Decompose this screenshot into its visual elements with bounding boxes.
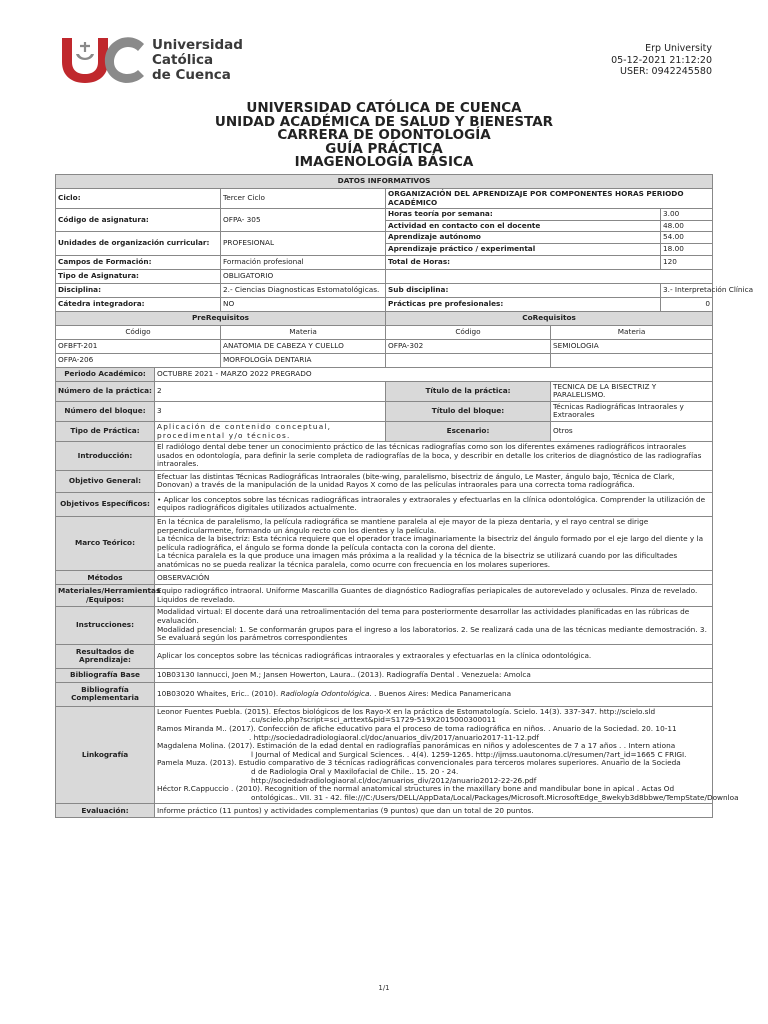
table-row <box>56 353 713 367</box>
label-materiales: Materiales/Herramientas /Equipos: <box>56 585 155 607</box>
label-practicas: Prácticas pre profesionales: <box>386 297 661 311</box>
label-unidades: Unidades de organización curricular: <box>56 232 221 255</box>
label-biblio: Bibliografía Base <box>56 668 155 682</box>
label-marco: Marco Teórico: <box>56 516 155 571</box>
pre-materia-header: Materia <box>221 325 386 339</box>
value-marco <box>155 516 713 571</box>
value-introduccion: El radiólogo dental debe tener un conocimiento práctico de las técnicas radiografías como son los diferentes exámenes radiográficos intraorales usados en odontología, para definir la serie completa de radiografías de la boca, y describir en detalle los criterios de diagnóstico de las radiografías intraorales. <box>155 442 713 471</box>
link-line: Leonor Fuentes Puebla. (2015). Efectos biológicos de los Rayo-X en la práctica de Estomatología. Scielo. 14(3). 337-347. http://scielo.sld <box>157 706 656 716</box>
value-numero-practica: 2 <box>155 381 386 401</box>
value-linkografia <box>155 706 739 804</box>
value-evaluacion: Informe práctico (11 puntos) y actividades complementarias (9 puntos) que dan un total de 20 puntos. <box>155 804 713 818</box>
label-instrucciones: Instrucciones: <box>56 607 155 644</box>
link-line[interactable]: . http://sociedadradiologiaoral.cl/doc/anuarios_div/2017/anuario2017-11-12.pdf <box>249 732 539 742</box>
label-titulo-practica: Título de la práctica: <box>386 381 551 401</box>
value-subdisciplina: 3.- Interpretación Clínica <box>661 283 713 297</box>
pre-codigo: OFPA-206 <box>56 353 221 367</box>
value-escenario: Otros <box>551 421 713 441</box>
label-tipo: Tipo de Asignatura: <box>56 269 221 283</box>
pre-materia: ANATOMIA DE CABEZA Y CUELLO <box>221 339 386 353</box>
prerequisitos-title: PreRequisitos <box>56 311 386 325</box>
horas-label: Aprendizaje práctico / experimental <box>386 243 661 255</box>
empty-cell <box>386 353 551 367</box>
marco-paragraph: La técnica de la bisectriz: Esta técnica requiere que el operador trace imaginariamente la bisectriz del ángulo formado por el eje largo del diente y la película radiográfica, el ángulo se forma donde la película contacta con la corona del diente. <box>157 534 704 552</box>
label-evaluacion: Evaluación: <box>56 804 155 818</box>
value-instrucciones <box>155 607 713 644</box>
value-codigo: OFPA- 305 <box>221 209 386 232</box>
label-ciclo: Ciclo: <box>56 189 221 209</box>
org-title: ORGANIZACIÓN DEL APRENDIZAJE POR COMPONENTES HORAS PERIODO ACADÉMICO <box>386 189 713 209</box>
label-periodo: Periodo Académico: <box>56 367 155 381</box>
horas-value: 3.00 <box>661 209 713 221</box>
label-numero-practica: Número de la práctica: <box>56 381 155 401</box>
book-title: Radiología Odontológica. <box>280 689 372 699</box>
horas-value: 54.00 <box>661 232 713 244</box>
label-introduccion: Introducción: <box>56 442 155 471</box>
value-tipo-practica: Aplicación de contenido conceptual, procedimental y/o técnicos. <box>155 421 386 441</box>
page-number: 1/1 <box>378 984 390 992</box>
marco-paragraph: La técnica paralela es la que produce una imagen más próxima a la realidad y la técnica de la bisectriz se utilizará cuando por las dificultades anatómicas no se pueda realizar la técnica paralela, como ocurre con frecuencia en los molares superiores. <box>157 551 678 569</box>
value-numero-bloque: 3 <box>155 401 386 421</box>
page-header <box>0 0 768 100</box>
section-datos: DATOS INFORMATIVOS <box>56 175 713 189</box>
system-name: Erp University <box>645 43 712 54</box>
instruccion-line: Modalidad presencial: 1. Se conformarán grupos para el ingreso a los laboratorios. 2. Se realizará cada una de las técnicas mediante demostración. 3. Se evaluará según los parámetros correspondientes <box>157 624 707 643</box>
print-datetime: 05-12-2021 21:12:20 <box>611 54 712 66</box>
label-codigo: Código de asignatura: <box>56 209 221 232</box>
value-ciclo: Tercer Ciclo <box>221 189 386 209</box>
value-titulo-practica: TECNICA DE LA BISECTRIZ Y PARALELISMO. <box>551 381 713 401</box>
link-line[interactable]: l Journal of Medical and Surgical Sciences. . 4(4). 1259-1265. http://ijmss.uautonoma.cl/resumen/?art_id=1665 C FRIGI. <box>251 749 687 759</box>
user-id: USER: 0942245580 <box>620 66 712 77</box>
label-especificos: Objetivos Específicos: <box>56 492 155 516</box>
pre-codigo-header: Código <box>56 325 221 339</box>
horas-label: Total de Horas: <box>386 255 661 269</box>
table-row <box>56 339 713 353</box>
instruccion-line: Modalidad virtual: El docente dará una retroalimentación del tema para posteriormente desarrollar las actividades planificadas en las rúbricas de evaluación. <box>157 607 690 626</box>
value-catedra: NO <box>221 297 386 311</box>
label-linkografia: Linkografía <box>56 706 155 804</box>
value-metodos: OBSERVACIÓN <box>155 571 713 585</box>
label-disciplina: Disciplina: <box>56 283 221 297</box>
marco-paragraph: En la técnica de paralelismo, la película radiográfica se mantiene paralela al eje mayor de la pieza dentaria, y el rayo central se dirige perpendicularmente, formando un ángulo recto con los dientes y la película. <box>157 516 649 535</box>
value-practicas: 0 <box>661 297 713 311</box>
label-tipo-practica: Tipo de Práctica: <box>56 421 155 441</box>
horas-label: Horas teoría por semana: <box>386 209 661 221</box>
title-guide: GUÍA PRÁCTICA <box>325 140 443 157</box>
link-line[interactable]: ontológicas.. VII. 31 - 42. file:///C:/Users/DELL/AppData/Local/Packages/Microsoft.MicrosoftEdge_8wekyb3d8bbwe/TempState/Downloa <box>251 792 739 802</box>
link-line[interactable]: d de Radiologia Oral y Maxilofacial de Chile.. 15. 20 - 24. http://sociedadradiologiaoral.cl/doc/anuarios_div/2012/anuario2012-22-26.pdf <box>251 767 537 785</box>
label-campos: Campos de Formación: <box>56 255 221 269</box>
value-biblio: 10B03130 Iannucci, Joen M.; Jansen Howerton, Laura.. (2013). Radiografía Dental . Venezuela: Amolca <box>155 668 713 682</box>
label-metodos: Métodos <box>56 571 155 585</box>
value-disciplina: 2.- Ciencias Diagnosticas Estomatológicas. <box>221 283 386 297</box>
horas-value: 120 <box>661 255 713 269</box>
practice-guide-table <box>55 174 754 818</box>
link-line: Héctor R.Cappuccio . (2010). Recognition of the normal anatomical structures in the maxillary bone and mandibular bone in apical . Actas Od <box>157 784 675 794</box>
label-titulo-bloque: Título del bloque: <box>386 401 551 421</box>
horas-value: 48.00 <box>661 220 713 232</box>
value-biblio-comp: 10B03020 Whaites, Eric.. (2010). Radiología Odontológica. . Buenos Aires: Medica Panamericana <box>155 682 713 706</box>
label-numero-bloque: Número del bloque: <box>56 401 155 421</box>
value-especificos: • Aplicar los conceptos sobre las técnicas radiográficas intraorales y extraorales y efectuarlas en la clínica odontológica. Comprender la utilización de equipos radiográficos digitales utilizados actualmente. <box>155 492 713 516</box>
value-materiales: Equipo radiográfico intraoral. Uniforme Mascarilla Guantes de diagnóstico Radiografías periapicales de autorevelado y oclusales. Pinza de revelado. Liquidos de revelado. <box>155 585 713 607</box>
title-career: CARRERA DE ODONTOLOGÍA <box>277 127 491 143</box>
pre-codigo: OFBFT-201 <box>56 339 221 353</box>
horas-label: Actividad en contacto con el docente <box>386 220 661 232</box>
value-resultados: Aplicar los conceptos sobre las técnicas radiográficas intraorales y extraorales y efectuarlas en la clínica odontológica. <box>155 644 713 668</box>
co-materia-header: Materia <box>551 325 713 339</box>
label-catedra: Cátedra integradora: <box>56 297 221 311</box>
empty-cell <box>386 269 713 283</box>
horas-value: 18.00 <box>661 243 713 255</box>
system-info <box>611 43 712 78</box>
empty-cell <box>551 353 713 367</box>
co-materia: SEMIOLOGIA <box>551 339 713 353</box>
value-campos: Formación profesional <box>221 255 386 269</box>
label-escenario: Escenario: <box>386 421 551 441</box>
value-unidades: PROFESIONAL <box>221 232 386 255</box>
label-resultados: Resultados de Aprendizaje: <box>56 644 155 668</box>
value-tipo: OBLIGATORIO <box>221 269 386 283</box>
link-line: Magdalena Molina. (2017). Estimación de la edad dental en radiografías panorámicas en niños y adolescentes de 7 a 17 años . . Intern ationa <box>157 741 676 751</box>
title-university: UNIVERSIDAD CATÓLICA DE CUENCA <box>246 100 522 116</box>
university-logo <box>58 36 146 84</box>
horas-label: Aprendizaje autónomo <box>386 232 661 244</box>
pre-materia: MORFOLOGÍA DENTARIA <box>221 353 386 367</box>
title-unit: UNIDAD ACADÉMICA DE SALUD Y BIENESTAR <box>214 113 554 130</box>
corequisitos-title: CoRequisitos <box>386 311 713 325</box>
label-biblio-comp: Bibliografía Complementaria <box>56 682 155 706</box>
value-periodo: OCTUBRE 2021 - MARZO 2022 PREGRADO <box>155 367 713 381</box>
title-subject: IMAGENOLOGÍA BÁSICA <box>294 154 474 170</box>
document-titles <box>0 102 768 170</box>
co-codigo-header: Código <box>386 325 551 339</box>
logo-text: Universidad Católica de Cuenca <box>152 37 243 83</box>
link-line[interactable]: .cu/scielo.php?script=sci_arttext&pid=S1729-519X2015000300011 <box>249 715 497 725</box>
co-codigo: OFPA-302 <box>386 339 551 353</box>
value-titulo-bloque: Técnicas Radiográficas Intraorales y Extraorales <box>551 401 713 421</box>
link-line: Pamela Muza. (2013). Estudio comparativo de 3 técnicas radiográficas convencionales para terceros molares superiores. Anuario de la Socieda <box>157 758 681 768</box>
value-objetivo: Efectuar las distintas Técnicas Radiográficas Intraorales (bite-wing, paralelismo, bisectriz de ángulo, Le Master, ángulo bajo, Técnica de Clark, Donovan) a través de la manipulación de la unidad Rayos X como de las películas intraorales para una correcta toma radiográfica. <box>155 470 713 492</box>
link-line: Ramos Miranda M.. (2017). Confección de afiche educativo para el proceso de toma radiográfica en niños. . Anuario de la Sociedad. 20. 10-11 <box>157 724 677 734</box>
label-objetivo: Objetivo General: <box>56 470 155 492</box>
label-subdisciplina: Sub disciplina: <box>386 283 661 297</box>
